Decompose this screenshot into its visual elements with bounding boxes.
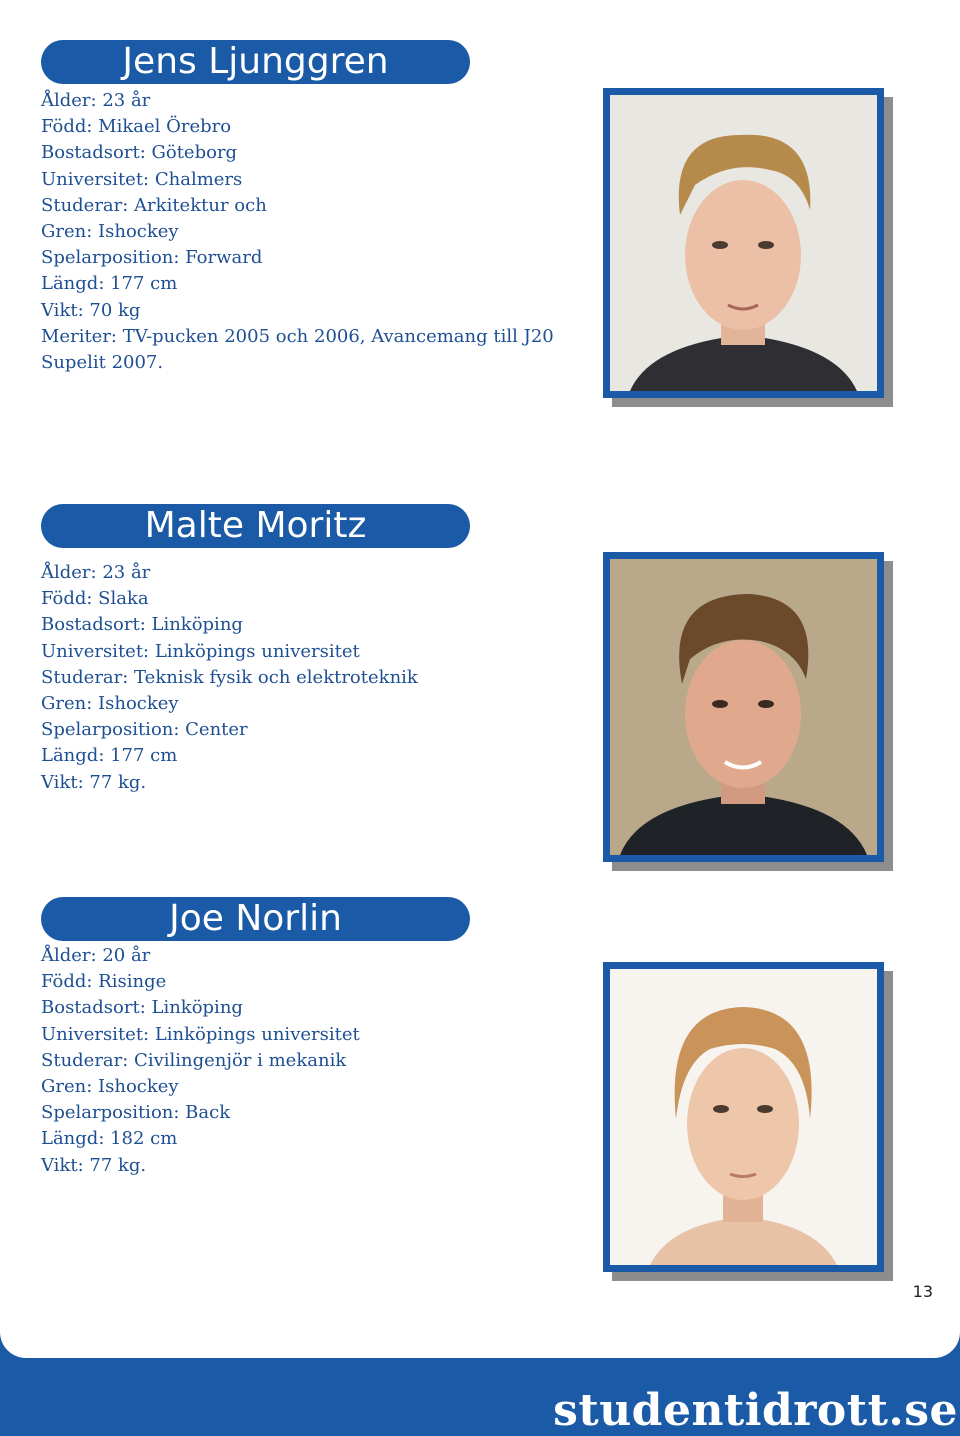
- fact-residence: Bostadsort: Göteborg: [41, 142, 238, 164]
- fact-height: Längd: 177 cm: [41, 745, 178, 767]
- fact-sport: Gren: Ishockey: [41, 221, 179, 243]
- fact-age: Ålder: 23 år: [41, 90, 151, 111]
- profile-facts: [41, 560, 561, 796]
- player-photo: [603, 962, 884, 1272]
- fact-merits: Meriter: TV-pucken 2005 och 2006, Avancemang till J20: [41, 325, 554, 347]
- fact-height: Längd: 177 cm: [41, 273, 178, 295]
- profile-name-bar: Jens Ljunggren: [41, 40, 470, 84]
- player-photo: [603, 88, 884, 398]
- fact-birthplace: Född: Risinge: [41, 971, 167, 993]
- footer-url: studentidrott.se: [553, 1385, 958, 1436]
- profile-name-bar: Joe Norlin: [41, 897, 470, 941]
- fact-university: Universitet: Linköpings universitet: [41, 640, 360, 662]
- fact-age: Ålder: 20 år: [41, 945, 151, 966]
- portrait-illustration: [610, 559, 877, 855]
- fact-sport: Gren: Ishockey: [41, 1076, 179, 1098]
- fact-position: Spelarposition: Center: [41, 719, 248, 741]
- player-photo: [603, 552, 884, 862]
- fact-position: Spelarposition: Back: [41, 1102, 231, 1124]
- fact-birthplace: Född: Slaka: [41, 588, 149, 610]
- fact-merits-cont: Supelit 2007.: [41, 352, 164, 374]
- fact-studies: Studerar: Civilingenjör i mekanik: [41, 1049, 347, 1071]
- fact-birthplace: Född: Mikael Örebro: [41, 116, 232, 138]
- fact-studies: Studerar: Teknisk fysik och elektroteknik: [41, 666, 418, 688]
- fact-university: Universitet: Linköpings universitet: [41, 1023, 360, 1045]
- profile-facts: [41, 88, 561, 376]
- fact-sport: Gren: Ishockey: [41, 693, 179, 715]
- fact-studies: Studerar: Arkitektur och: [41, 194, 267, 216]
- fact-weight: Vikt: 77 kg.: [41, 1154, 147, 1176]
- fact-residence: Bostadsort: Linköping: [41, 997, 243, 1019]
- profile-facts: [41, 943, 561, 1179]
- portrait-illustration: [610, 969, 877, 1265]
- fact-residence: Bostadsort: Linköping: [41, 614, 243, 636]
- fact-university: Universitet: Chalmers: [41, 168, 243, 190]
- fact-weight: Vikt: 70 kg: [41, 299, 141, 321]
- fact-height: Längd: 182 cm: [41, 1128, 178, 1150]
- fact-age: Ålder: 23 år: [41, 562, 151, 583]
- fact-position: Spelarposition: Forward: [41, 247, 263, 269]
- portrait-illustration: [610, 95, 877, 391]
- fact-weight: Vikt: 77 kg.: [41, 771, 147, 793]
- page-number: 13: [912, 1282, 933, 1301]
- profile-name-bar: Malte Moritz: [41, 504, 470, 548]
